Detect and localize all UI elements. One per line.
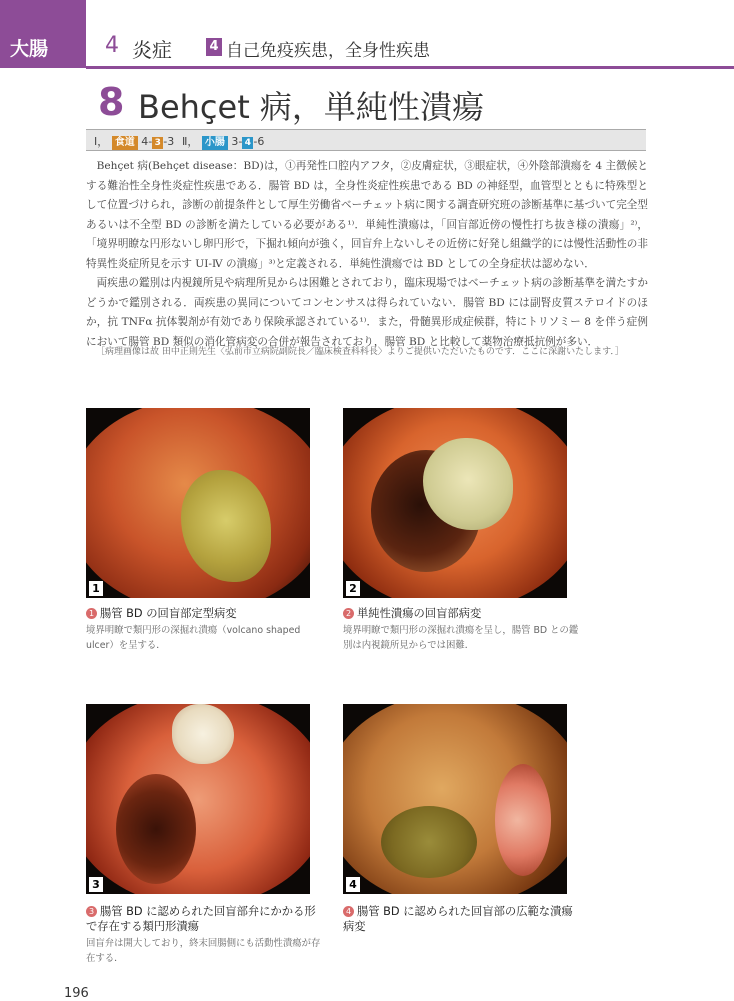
figure-number-2: 2 bbox=[346, 581, 360, 596]
paragraph: Behçet 病(Behçet disease：BD)は，①再発性口腔内アフタ，②皮膚症状，③眼症状，④外陰部潰瘍を 4 主徴候とする難治性全身性炎症性疾患である．腸管 BD は，全身性炎症性疾患である BD の神経型，血管型とともに特殊型として位置づけられ，診断の前提条件として厚生労働省ベーチェット病に関する調査研究班の診断基準に基づいて完全型あるいは不全型 BD の診断を満たしている必要がある¹⁾．単純性潰瘍は，「回盲部近傍の慢性打ち抜き様の潰瘍」²⁾，「境界明瞭な円形ないし卵円形で，下掘れ傾向が強く，回盲弁上ないしその近傍に好発し組織学的には慢性活動性の非特異性炎症所見を示す UI-Ⅳ の潰瘍」³⁾と定義される．単純性潰瘍では BD としての全身症状は認めない． bbox=[86, 160, 648, 270]
esophagus-chip: 食道 bbox=[112, 136, 138, 150]
subsection-title: 自己免疫疾患，全身性疾患 bbox=[226, 41, 430, 61]
ref-part: -6 bbox=[253, 135, 265, 148]
caption-number: 3 bbox=[86, 906, 97, 917]
endoscopy-image-4 bbox=[343, 704, 567, 894]
caption-description: 境界明瞭で類円形の深掘れ潰瘍（volcano shaped ulcer）を呈する． bbox=[86, 625, 301, 651]
small-intestine-chip: 小腸 bbox=[202, 136, 228, 150]
page-number: 196 bbox=[64, 986, 89, 1001]
cross-ref-small-intestine[interactable] bbox=[182, 133, 264, 150]
caption-description: 境界明瞭で類円形の深掘れ潰瘍を呈し，腸管 BD との鑑別は内視鏡所見からでは困難． bbox=[343, 625, 579, 651]
figure-number-1: 1 bbox=[89, 581, 103, 596]
acknowledgement-note: ［病理画像は故 田中正則先生〈弘前市立病院副院長／臨床検査科科長〉よりご提供いただいたものです．ここに深謝いたします．］ bbox=[96, 347, 624, 357]
caption-title: 腸管 BD に認められた回盲部弁にかかる形で存在する類円形潰瘍 bbox=[86, 905, 316, 933]
caption-description: 回盲弁は開大しており，終末回腸側にも活動性潰瘍が存在する． bbox=[86, 938, 321, 964]
header-rule bbox=[86, 66, 734, 69]
chapter-tab bbox=[0, 0, 86, 68]
article-title: Behçet 病，単純性潰瘍 bbox=[138, 88, 484, 126]
ref-box: 4 bbox=[242, 137, 253, 149]
figure-number-4: 4 bbox=[346, 877, 360, 892]
ref-part: -3 bbox=[163, 135, 175, 148]
roman-numeral: Ⅰ， bbox=[94, 135, 109, 148]
caption-number: 2 bbox=[343, 608, 354, 619]
roman-numeral: Ⅱ， bbox=[182, 135, 199, 148]
body-text bbox=[86, 157, 648, 352]
endoscopy-image-3 bbox=[86, 704, 310, 894]
figure-caption-1 bbox=[86, 606, 326, 653]
chapter-header bbox=[0, 0, 734, 68]
endoscopy-image-1 bbox=[86, 408, 310, 598]
caption-title: 単純性潰瘍の回盲部病変 bbox=[357, 607, 482, 620]
cross-ref-esophagus[interactable] bbox=[94, 133, 174, 150]
caption-number: 1 bbox=[86, 608, 97, 619]
figure-caption-2 bbox=[343, 606, 583, 653]
endoscopy-image-2 bbox=[343, 408, 567, 598]
figure-caption-3 bbox=[86, 904, 326, 966]
chapter-tab-label: 大腸 bbox=[10, 38, 49, 60]
figure-number-3: 3 bbox=[89, 877, 103, 892]
caption-number: 4 bbox=[343, 906, 354, 917]
section-title: 炎症 bbox=[132, 38, 172, 62]
ref-part: 3- bbox=[231, 135, 243, 148]
caption-title: 腸管 BD の回盲部定型病変 bbox=[100, 607, 237, 620]
ref-part: 4- bbox=[141, 135, 153, 148]
section-number: 4 bbox=[105, 33, 119, 58]
article-number: 8 bbox=[98, 80, 125, 124]
ref-box: 3 bbox=[152, 137, 163, 149]
caption-title: 腸管 BD に認められた回盲部の広範な潰瘍病変 bbox=[343, 905, 573, 933]
subsection-number: 4 bbox=[206, 38, 222, 56]
figure-caption-4 bbox=[343, 904, 583, 936]
cross-reference-bar bbox=[86, 129, 646, 151]
paragraph: 両疾患の鑑別は内視鏡所見や病理所見からは困難とされており，臨床現場ではベーチェット病の診断基準を満たすかどうかで鑑別される．両疾患の異同についてコンセンサスは得られていない．腸管 BD には副腎皮質ステロイドのほか，抗 TNFα 抗体製剤が有効であり保険承認されている¹⁾．また，骨髄異形成症候群，特にトリソミー 8 を伴う症例において腸管 BD 類似の消化管病変の合併が報告されており，腸管 BD と比較して薬物治療抵抗例が多い． bbox=[86, 277, 648, 348]
